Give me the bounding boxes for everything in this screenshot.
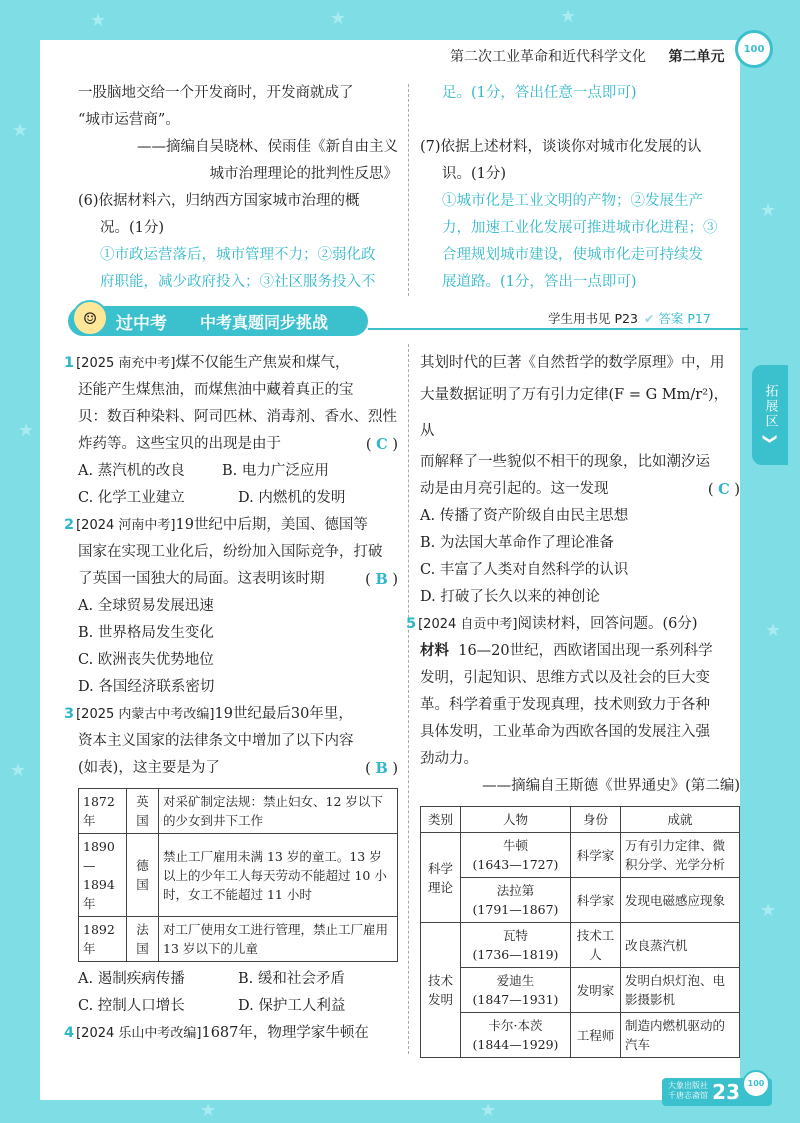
question-number: 2 xyxy=(64,517,75,533)
science-table xyxy=(420,806,740,1058)
table-row xyxy=(79,834,398,917)
column-divider xyxy=(408,84,409,296)
answer-line: 力，加速工业化发展可推进城市化进程；③ xyxy=(442,220,718,236)
unit-title: 第二单元 xyxy=(668,49,725,65)
stem-line: 大量数据证明了万有引力定律(F = G Mm/r²)，从 xyxy=(420,387,729,439)
law-table xyxy=(78,788,398,962)
option[interactable]: B. 为法国大革命作了理论准备 xyxy=(420,535,614,551)
stem-line: 19世纪中后期，美国、德国等 xyxy=(175,517,368,533)
option[interactable]: D. 保护工人利益 xyxy=(238,998,346,1014)
table-cell: 1892 年 xyxy=(79,917,127,962)
page-number: 23 xyxy=(712,1080,740,1104)
stem-line: 国家在实现工业化后，纷纷加入国际竞争，打破 xyxy=(78,544,383,560)
option[interactable]: B. 缓和社会矛盾 xyxy=(238,971,345,987)
table-row xyxy=(79,789,398,834)
answer-line: 足。(1分，答出任意一点即可) xyxy=(442,85,637,101)
lower-right-column xyxy=(406,350,740,1058)
answer-choice: B xyxy=(375,760,388,777)
question-number: 5 xyxy=(406,616,417,632)
answer-line: ①市政运营落后，城市管理不力；②弱化政 xyxy=(100,247,376,263)
score-badge-icon: 100 xyxy=(735,30,773,68)
stem-line: 贝：数百种染料、阿司匹林、消毒剂、香水、烈性 xyxy=(78,409,397,425)
table-cell: 发现电磁感应现象 xyxy=(621,878,740,923)
option[interactable]: D. 打破了长久以来的神创论 xyxy=(420,589,600,605)
source-line: ——摘编自王斯德《世界通史》(第二编) xyxy=(482,778,740,794)
stem-line: 19世纪最后30年里， xyxy=(214,706,353,722)
table-header: 身份 xyxy=(571,807,621,833)
table-cell: 技术发明 xyxy=(421,923,461,1058)
star-decoration: ★ xyxy=(330,8,347,29)
stem-line: 资本主义国家的法律条文中增加了以下内容 xyxy=(78,733,354,749)
mascot-icon: ☺ xyxy=(72,300,108,336)
check-icon: ✔ xyxy=(643,311,655,326)
table-cell: 禁止工厂雇用未满 13 岁的童工。13 岁以上的少年工人每天劳动不能超过 10 小时，女工不能超过 11 小时 xyxy=(159,834,398,917)
table-cell: 科学家 xyxy=(571,833,621,878)
star-decoration: ★ xyxy=(480,1100,497,1121)
table-cell: 法国 xyxy=(127,917,159,962)
question-7: (7)依据上述材料，谈谈你对城市化发展的认 xyxy=(420,139,702,155)
star-decoration: ★ xyxy=(200,1100,217,1121)
logo-icon: 100 xyxy=(742,1070,770,1098)
table-cell: 万有引力定律、微积分学、光学分析 xyxy=(621,833,740,878)
table-cell: 科学家 xyxy=(571,878,621,923)
lower-left-column xyxy=(64,350,398,1047)
section-line xyxy=(368,328,748,330)
option[interactable]: B. 世界格局发生变化 xyxy=(78,625,214,641)
stem-line: (如表)，这主要是为了 ( B ) xyxy=(78,760,398,777)
table-row xyxy=(421,878,740,923)
section-reference xyxy=(548,309,711,327)
top-right-column xyxy=(420,80,740,296)
table-cell: 德国 xyxy=(127,834,159,917)
answer-line: 合理规划城市建设，使城市化走可持续发 xyxy=(442,247,703,263)
table-cell: 制造内燃机驱动的汽车 xyxy=(621,1013,740,1058)
material-line: 材料 16—20世纪，西欧诸国出现一系列科学 xyxy=(420,643,713,659)
star-decoration: ★ xyxy=(760,900,777,921)
side-tab-label: 拓展区 xyxy=(762,383,778,429)
stem-line: 炸药等。这些宝贝的出现是由于 ( C ) xyxy=(78,436,398,453)
stem-line: 了英国一国独大的局面。这表明该时期 ( B ) xyxy=(78,571,398,588)
table-cell: 1872 年 xyxy=(79,789,127,834)
table-cell: 发明白炽灯泡、电影摄影机 xyxy=(621,968,740,1013)
question-4: 4 [2024 乐山中考改编]1687年，物理学家牛顿在 xyxy=(64,1025,369,1041)
table-header: 成就 xyxy=(621,807,740,833)
question-5: 5 [2024 自贡中考]阅读材料，回答问题。(6分) xyxy=(406,616,698,632)
table-cell: 法拉第 (1791—1867) xyxy=(461,878,571,923)
answer-line: ①城市化是工业文明的产物；②发展生产 xyxy=(442,193,703,209)
answer-line: 府职能，减少政府投入；③社区服务投入不 xyxy=(100,274,376,290)
star-decoration: ★ xyxy=(12,120,29,141)
table-cell: 工程师 xyxy=(571,1013,621,1058)
question-3: 3 [2025 内蒙古中考改编]19世纪最后30年里， xyxy=(64,706,353,722)
text-line: 一股脑地交给一个开发商时，开发商就成了 xyxy=(78,85,354,101)
table-header-row xyxy=(421,807,740,833)
option[interactable]: D. 各国经济联系密切 xyxy=(78,679,215,695)
table-row xyxy=(421,1013,740,1058)
question-source: 2024 乐山中考改编 xyxy=(81,1026,197,1041)
option-row xyxy=(78,485,398,512)
answer-choice: B xyxy=(375,571,388,588)
answer-reference: 答案 P17 xyxy=(658,311,711,326)
question-source: 2025 内蒙古中考改编 xyxy=(81,707,210,722)
table-cell: 1890—1894 年 xyxy=(79,834,127,917)
chevron-down-icon: ❯ xyxy=(762,432,778,447)
table-cell: 科学理论 xyxy=(421,833,461,923)
option[interactable]: A. 全球贸易发展迅速 xyxy=(78,598,214,614)
stem-line: 动是由月亮引起的。这一发现 ( C ) xyxy=(420,481,740,498)
question-number: 4 xyxy=(64,1025,75,1041)
running-header xyxy=(450,46,724,66)
table-cell: 英国 xyxy=(127,789,159,834)
stem-line: 阅读材料，回答问题。(6分) xyxy=(517,616,698,632)
table-cell: 对采矿制定法规：禁止妇女、12 岁以下的少女到井下工作 xyxy=(159,789,398,834)
material-label: 材料 xyxy=(420,643,449,659)
table-cell: 瓦特 (1736—1819) xyxy=(461,923,571,968)
table-cell: 爱迪生 (1847—1931) xyxy=(461,968,571,1013)
question-number: 1 xyxy=(64,355,75,371)
material-line: 具体发明，工业革命为西欧各国的发展注入强 xyxy=(420,724,710,740)
chapter-title: 第二次工业革命和近代科学文化 xyxy=(450,49,646,65)
question-1: 1 [2025 南充中考]煤不仅能生产焦炭和煤气， xyxy=(64,355,350,371)
stem-line: 而解释了一些貌似不相干的现象，比如潮汐运 xyxy=(420,454,710,470)
star-decoration: ★ xyxy=(90,10,107,31)
top-left-column xyxy=(78,80,398,296)
table-row xyxy=(421,923,740,968)
question-source: 2024 河南中考 xyxy=(81,518,171,533)
answer-choice: C xyxy=(718,481,730,498)
answer-line: 展道路。(1分，答出一点即可) xyxy=(442,274,637,290)
stem-line: 其划时代的巨著《自然哲学的数学原理》中，用 xyxy=(420,355,725,371)
column-divider xyxy=(408,344,409,1054)
option[interactable]: C. 欧洲丧失优势地位 xyxy=(78,652,214,668)
stem-line: 1687年，物理学家牛顿在 xyxy=(201,1025,369,1041)
question-source: 2024 自贡中考 xyxy=(423,617,513,632)
publisher-line: 千唐志斋馆 xyxy=(668,1091,708,1100)
star-decoration: ★ xyxy=(18,420,35,441)
table-cell: 改良蒸汽机 xyxy=(621,923,740,968)
material-line: 革。科学着重于发现真理，技术则致力于各种 xyxy=(420,697,710,713)
question-2: 2 [2024 河南中考]19世纪中后期，美国、德国等 xyxy=(64,517,368,533)
table-row xyxy=(421,833,740,878)
star-decoration: ★ xyxy=(560,6,577,27)
stem-line: 煤不仅能生产焦炭和煤气， xyxy=(175,355,350,371)
table-row xyxy=(421,968,740,1013)
table-header: 人物 xyxy=(461,807,571,833)
section-title: 中考真题同步挑战 xyxy=(200,313,329,332)
option-row xyxy=(78,993,398,1020)
option[interactable]: A. 传播了资产阶级自由民主思想 xyxy=(420,508,629,524)
section-header xyxy=(68,306,748,336)
question-6: (6)依据材料六，归纳西方国家城市治理的概 xyxy=(78,193,360,209)
option[interactable]: A. 遏制疾病传播 xyxy=(78,971,185,987)
option-row xyxy=(78,966,398,993)
stem-line: 还能产生煤焦油，而煤焦油中藏着真正的宝 xyxy=(78,382,354,398)
text-line: “城市运营商”。 xyxy=(78,112,180,128)
table-cell: 技术工人 xyxy=(571,923,621,968)
question-number: 3 xyxy=(64,706,75,722)
table-row xyxy=(79,917,398,962)
option-row xyxy=(78,458,366,485)
option[interactable]: C. 控制人口增长 xyxy=(78,998,185,1014)
option[interactable]: C. 化学工业建立 xyxy=(78,490,185,506)
answer-choice: C xyxy=(376,436,388,453)
material-line: 发明，引起知识、思维方式以及社会的巨大变 xyxy=(420,670,710,686)
option[interactable]: B. 电力广泛应用 xyxy=(221,463,329,479)
table-cell: 对工厂使用女工进行管理，禁止工厂雇用 13 岁以下的儿童 xyxy=(159,917,398,962)
material-line: 劲动力。 xyxy=(420,751,478,767)
option[interactable]: C. 丰富了人类对自然科学的认识 xyxy=(420,562,629,578)
option[interactable]: D. 内燃机的发明 xyxy=(238,490,346,506)
option[interactable]: A. 蒸汽机的改良 xyxy=(78,463,185,479)
table-cell: 牛顿 (1643—1727) xyxy=(461,833,571,878)
source-line: 城市治理理论的批判性反思》 xyxy=(209,166,398,182)
question-6-cont: 况。(1分) xyxy=(100,220,165,236)
section-tag: 过中考 xyxy=(116,314,167,334)
table-cell: 卡尔·本茨 (1844—1929) xyxy=(461,1013,571,1058)
question-7-cont: 识。(1分) xyxy=(442,166,507,182)
side-tab-extension[interactable] xyxy=(752,365,788,465)
star-decoration: ★ xyxy=(760,200,777,221)
star-decoration: ★ xyxy=(10,760,27,781)
table-header: 类别 xyxy=(421,807,461,833)
table-cell: 发明家 xyxy=(571,968,621,1013)
page-number-badge xyxy=(662,1078,772,1106)
source-line: ——摘编自吴晓林、侯雨佳《新自由主义 xyxy=(137,139,398,155)
book-reference: 学生用书见 P23 xyxy=(548,311,638,326)
star-decoration: ★ xyxy=(765,620,782,641)
publisher-line: 大象出版社 xyxy=(668,1081,708,1090)
question-source: 2025 南充中考 xyxy=(81,356,171,371)
